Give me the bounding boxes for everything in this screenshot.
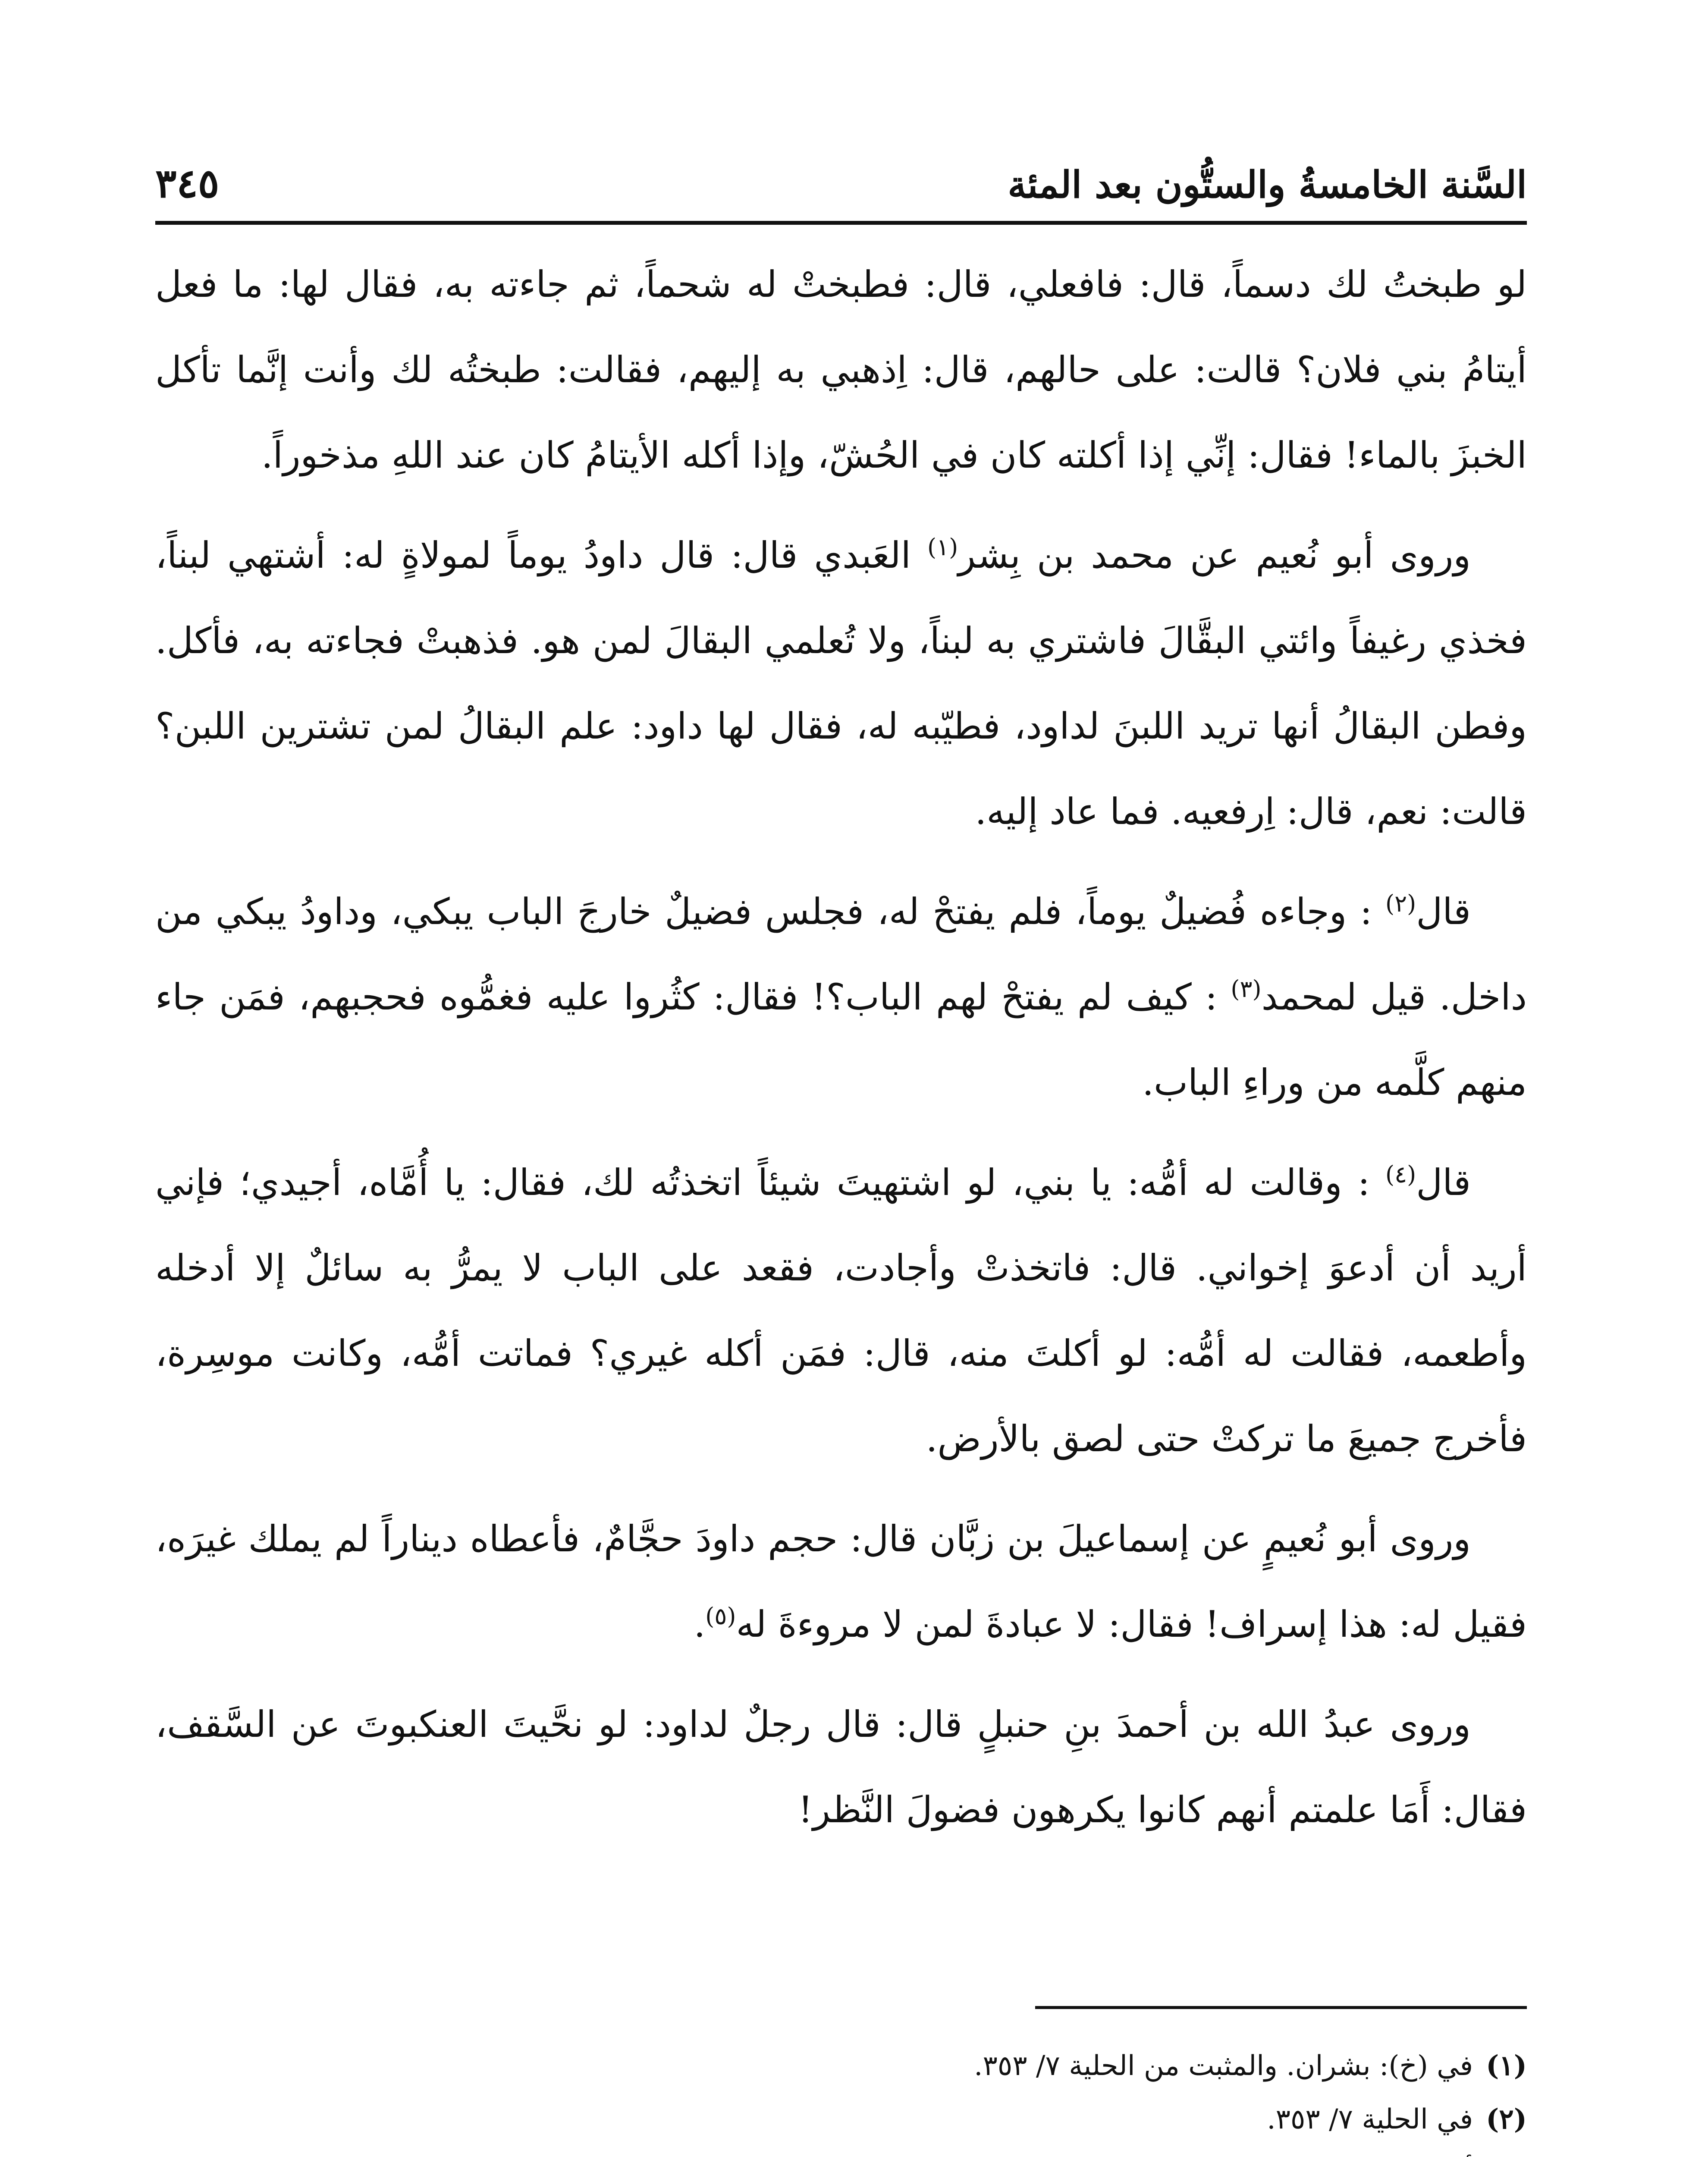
paragraph-text: العَبدي قال: قال داودُ يوماً لمولاةٍ له: أشتهي لبناً، فخذي رغيفاً وائتي البقَّالَ فاشتري به لبناً، ولا تُعلمي البقالَ لمن هو. فذهبتْ فجاءته به، فأكل. وفطن البقالُ أنها تريد اللبنَ لداود، فطيّبه له، فقال لها داود: علم البقالُ لمن تشترين اللبن؟ قالت: نعم، قال: اِرفعيه. فما عاد إليه.: [155, 534, 1527, 833]
footnote-reference[interactable]: (٢): [1385, 890, 1416, 917]
paragraph: [155, 1682, 1527, 1852]
paragraph: [155, 1496, 1527, 1667]
paragraph-text: .: [694, 1603, 706, 1645]
paragraph-text: : وجاءه فُضيلٌ يوماً، فلم يفتحْ له، فجلس فضيلٌ خارجَ الباب يبكي، وداودُ يبكي من داخل. قيل لمحمد: [155, 890, 1527, 1018]
footnote-reference[interactable]: (٥): [705, 1603, 736, 1630]
footnote-item: [155, 2094, 1527, 2145]
footnote-marker: (٢): [1486, 2103, 1527, 2135]
footnote-text: في (خ): بشران. والمثبت من الحلية ٧/ ٣٥٣.: [974, 2050, 1473, 2082]
paragraph: [155, 242, 1527, 498]
footnotes: [155, 2041, 1527, 2157]
page-header: [155, 125, 1527, 207]
footnote-divider: [1035, 2006, 1527, 2009]
running-title: السَّنة الخامسةُ والستُّون بعد المئة: [1008, 163, 1527, 207]
paragraph-text: قال: [1416, 1161, 1471, 1204]
footnote-item: [155, 2148, 1527, 2157]
paragraph-text: لو طبختُ لك دسماً، قال: فافعلي، قال: فطبختْ له شحماً، ثم جاءته به، فقال لها: ما فعل أيتامُ بني فلان؟ قالت: على حالهم، قال: اِذهبي به إليهم، فقالت: طبختُه لك وأنت إنَّما تأكل الخبزَ بالماء! فقال: إنِّي إذا أكلته كان في الحُشّ، وإذا أكله الأيتامُ كان عند اللهِ مذخوراً.: [155, 263, 1527, 476]
paragraph-text: : كيف لم يفتحْ لهم الباب؟! فقال: كثُروا عليه فغمُّوه فحجبهم، فمَن جاء منهم كلَّمه من وراءِ الباب.: [155, 976, 1527, 1104]
footnote-marker: (١): [1486, 2050, 1527, 2082]
paragraph: [155, 513, 1527, 854]
paragraph-text: قال: [1416, 890, 1471, 933]
paragraph-text: وروى عبدُ الله بن أحمدَ بنِ حنبلٍ قال: قال رجلٌ لداود: لو نحَّيتَ العنكبوتَ عن السَّقف، فقال: أَمَا علمتم أنهم كانوا يكرهون فضولَ النَّظر!: [155, 1703, 1527, 1831]
paragraph-text: : وقالت له أمُّه: يا بني، لو اشتهيتَ شيئاً اتخذتُه لك، فقال: يا أُمَّاه، أجيدي؛ فإني أريد أن أدعوَ إخواني. قال: فاتخذتْ وأجادت، فقعد على الباب لا يمرُّ به سائلٌ إلا أدخله وأطعمه، فقالت له أمُّه: لو أكلتَ منه، قال: فمَن أكله غيري؟ فماتت أمُّه، وكانت موسِرة، فأخرج جميعَ ما تركتْ حتى لصق بالأرض.: [155, 1161, 1527, 1460]
paragraph-text: وروى أبو نُعيمٍ عن إسماعيلَ بن زبَّان قال: حجم داودَ حجَّامٌ، فأعطاه ديناراً لم يملك غيرَه، فقيل له: هذا إسراف! فقال: لا عبادةَ لمن لا مروءةَ له: [155, 1518, 1527, 1645]
header-divider: [155, 221, 1527, 225]
paragraph-text: وروى أبو نُعيم عن محمد بن بِشر: [958, 534, 1471, 576]
footnote-reference[interactable]: (١): [927, 534, 958, 561]
footnote-text: في الحلية ٧/ ٣٥٣.: [1267, 2104, 1473, 2135]
paragraph: [155, 869, 1527, 1125]
footnote-reference[interactable]: (٣): [1231, 975, 1262, 1003]
page-number: ٣٤٥: [155, 160, 220, 207]
footnote-reference[interactable]: (٤): [1385, 1161, 1416, 1188]
footnote-item: [155, 2041, 1527, 2091]
main-text: [155, 242, 1527, 1867]
paragraph: [155, 1140, 1527, 1481]
